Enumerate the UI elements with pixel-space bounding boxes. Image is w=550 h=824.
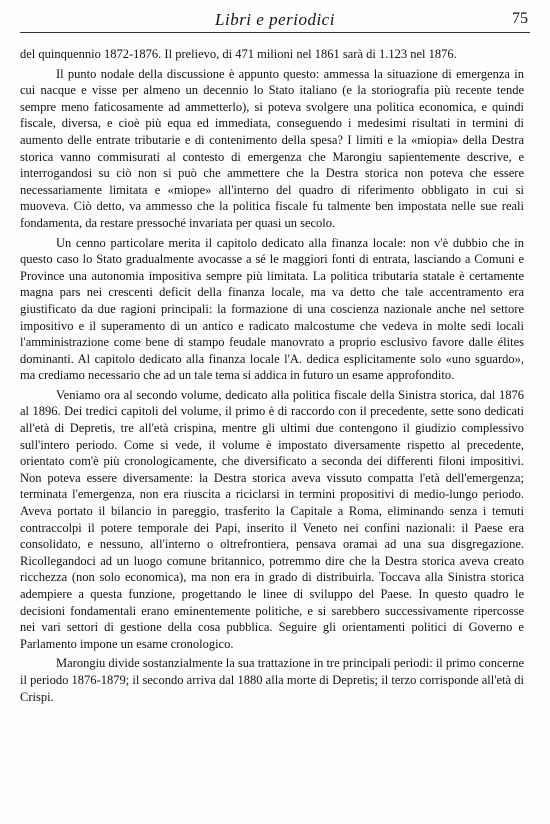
paragraph-finanza-locale: Un cenno particolare merita il capitolo dedicato alla finanza locale: non v'è dubbio che in questo caso lo Stato gradualmente avocasse a sé le maggiori fonti di entrata, lasciando a Comuni e Province una autonomia impositiva sempre più limitata. La politica tributaria statale è certamente magna pars nei crescenti deficit della finanza locale, ma va detto che tale accentramento era giustificato da due ragioni principali: la formazione di una coscienza nazionale anche nel settore impositivo e il superamento di un antico e radicato malcostume che vedeva in molte sedi locali l'amministrazione come bene di stampo feudale manovrato a proprio esclusivo favore dalle élites dominanti. Al capitolo dedicato alla finanza locale l'A. dedica esplicitamente solo «uno sguardo», ma crediamo necessario che ad un tale tema si addica in futuro un esame approfondito. <box>20 235 524 383</box>
paragraph-destra-storica: Il punto nodale della discussione è appunto questo: ammessa la situazione di emergenza in cui nacque e visse per almeno un decennio lo Stato italiano (e la storiografia più recente tende sempre meno faticosamente ad ammetterlo), si poteva svolgere una politica economica, e quindi fiscale, diversa, e cioè più equa ed immediata, conseguendo i medesimi risultati in termini di aumento delle entrate tributarie e di contenimento della spesa? I limiti e la «miopia» della Destra storica vanno commisurati al contesto di emergenza che Marongiu sapientemente descrive, e interrogandosi su ciò non si può che ammettere che la Destra storica non poteva che essere necessariamente limitata e «miope» all'interno del quadro di riferimento obbligato in cui si muoveva. Ciò detto, va ammesso che la politica fiscale fu talmente ben impostata nelle sue reali fondamenta, da restare pressoché invariata per quasi un secolo. <box>20 66 524 230</box>
body-text <box>20 46 524 708</box>
page-number: 75 <box>512 10 528 27</box>
page-header <box>20 8 530 33</box>
paragraph-secondo-volume: Veniamo ora al secondo volume, dedicato alla politica fiscale della Sinistra storica, dal 1876 al 1896. Dei tredici capitoli del volume, il primo è di raccordo con il precedente, sette sono dedicati all'età di Depretis, tre all'età crispina, mentre gli ultimi due contengono il giudizio complessivo sull'intero periodo. Come si vede, il volume è impostato diversamente rispetto al precedente, orientato com'è più cronologicamente, che diversificato a seconda dei differenti filoni impositivi. Non poteva essere diversamente: la Destra storica aveva vissuto compatta l'età dell'emergenza; terminata l'emergenza, non era riuscita a riciclarsi in termini propositivi di medio-lungo periodo. Aveva portato il bilancio in pareggio, trasferito la Capitale a Roma, eliminando senza i temuti contraccolpi il potere temporale dei Papi, inserito il Veneto nei confini nazionali: il Paese era consolidato, e nessuno, all'interno o oltrefrontiera, pensava oramai ad una sua disgregazione. Ricollegandoci ad un luogo comune britannico, potremmo dire che la Destra storica aveva creato ricchezza (non solo economica), ma non era in grado di distribuirla. Toccava alla Sinistra storica adempiere a questa funzione, progettando le linee di sviluppo del Paese. In questo quadro le decisioni fondamentali erano eminentemente politiche, e si sarebbero successivamente ripercosse nei vari settori di gestione della cosa pubblica. Seguire gli orientamenti politici di Governo e Parlamento impone un esame cronologico. <box>20 387 524 651</box>
paragraph-periodi: Marongiu divide sostanzialmente la sua trattazione in tre principali periodi: il primo concerne il periodo 1876-1879; il secondo arriva dal 1880 alla morte di Depretis; il terzo corrisponde all'età di Crispi. <box>20 656 524 704</box>
running-title: Libri e periodici <box>215 10 335 29</box>
paragraph-continuation: del quinquennio 1872-1876. Il prelievo, di 471 milioni nel 1861 sarà di 1.123 nel 1876. <box>20 47 457 61</box>
